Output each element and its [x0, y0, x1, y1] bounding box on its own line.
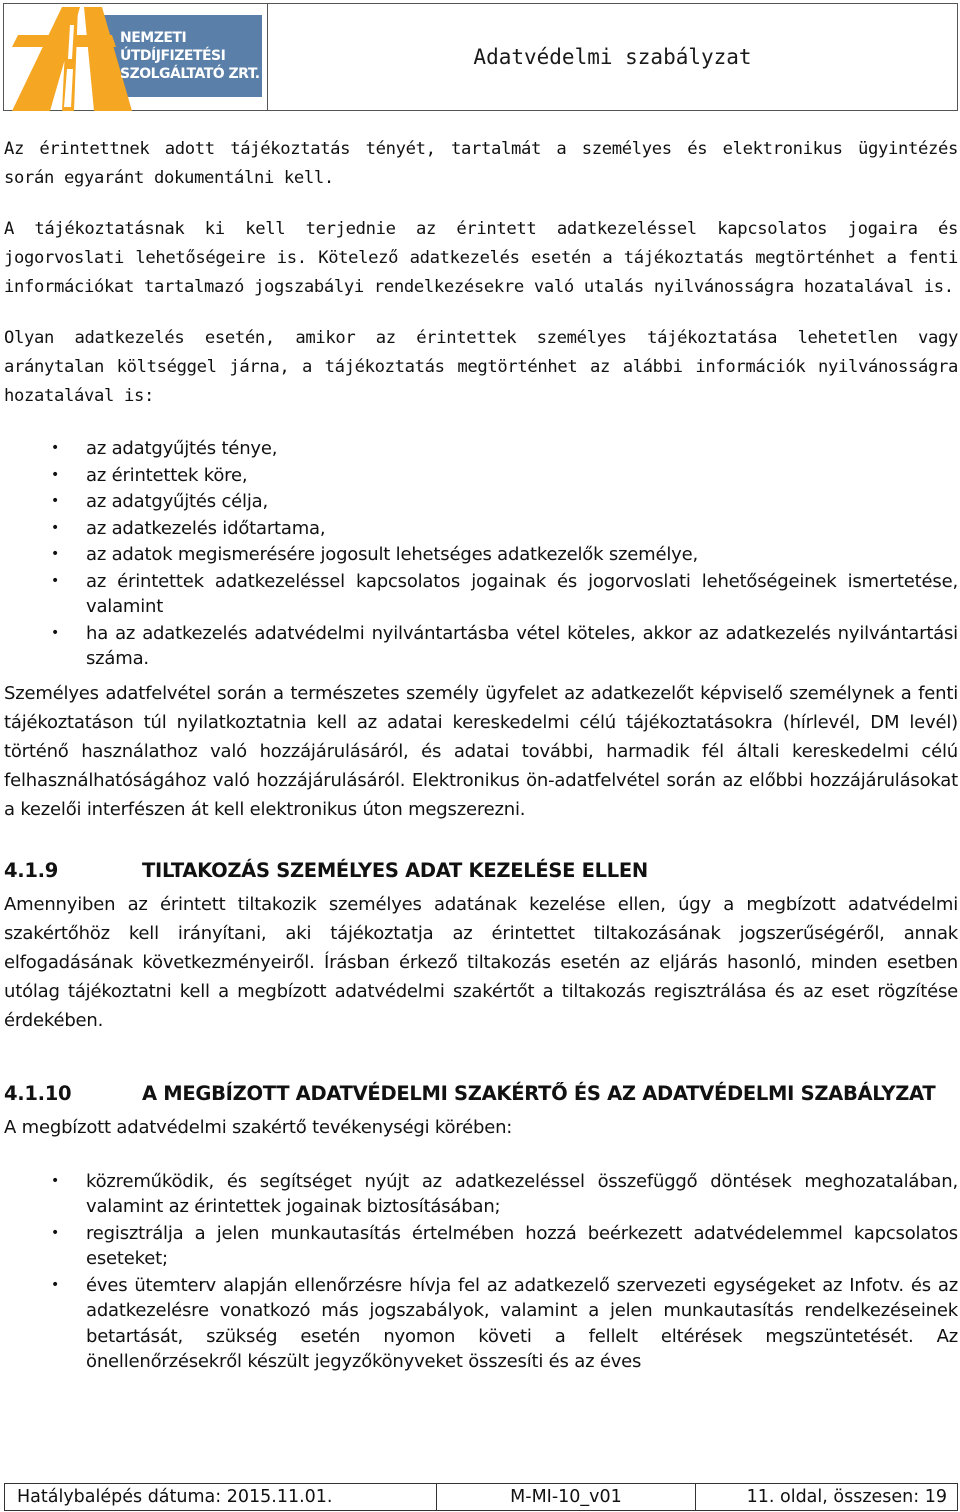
paragraph: Személyes adatfelvétel során a természetes személy ügyfelet az adatkezelőt képviselő személynek a fenti tájékoztatáson túl nyilatkoztatnia kell az adatai kereskedelmi célú tájékoztatásokra (hírlevél, DM levél) történő használathoz való hozzájárulásáról, és adatai további, harmadik fél általi kereskedelmi célú felhasználhatóságához való hozzájárulásáról. Elektronikus ön-adatfelvétel során az előbbi hozzájárulásokat a kezelői interfészen át kell elektronikus úton megszerezni. [4, 682, 958, 820]
list-item: • az adatgyűjtés ténye, [86, 436, 958, 462]
paragraph: Amennyiben az érintett tiltakozik személyes adatának kezelése ellen, úgy a megbízott adatvédelmi szakértőhöz kell irányítani, aki tájékoztatja az érintettet tiltakozásának jogszerűségéről, annak elfogadásának következményeiről. Írásban érkező tiltakozás esetén az eljárás hasonló, minden esetben utólag tájékoztatni kell a megbízott adatvédelmi szakértőt a tiltakozás regisztrálása és az eset rögzítése érdekében. [4, 893, 958, 1031]
paragraph: A megbízott adatvédelmi szakértő tevékenységi körében: [4, 1116, 513, 1138]
bullet-list [4, 436, 958, 672]
header-title-cell [268, 4, 957, 110]
list-item: • az adatkezelés időtartama, [86, 516, 958, 542]
paragraph: Olyan adatkezelés esetén, amikor az érintettek személyes tájékoztatása lehetetlen vagy aránytalan költséggel járna, a tájékoztatás megtörténhet az alábbi információk nyilvánosságra hozatalával is: [4, 328, 958, 406]
paragraph: Az érintettnek adott tájékoztatás tényét, tartalmát a személyes és elektronikus ügyintézés során egyaránt dokumentálni kell. [4, 139, 958, 188]
document-title: Adatvédelmi szabályzat [473, 45, 752, 69]
logo-text: NEMZETI ÚTDÍJFIZETÉSI SZOLGÁLTATÓ ZRT. [120, 30, 260, 82]
paragraph: A tájékoztatásnak ki kell terjednie az érintett adatkezeléssel kapcsolatos jogaira és jogorvoslati lehetőségeire is. Kötelező adatkezelés esetén a tájékoztatás megtörténhet a fenti információkat tartalmazó jogszabályi rendelkezésekre való utalás nyilvánosságra hozatalával is. [4, 219, 958, 297]
list-item: • az adatgyűjtés célja, [86, 489, 958, 515]
list-item: • regisztrálja a jelen munkautasítás értelmében hozzá beérkezett adatvédelemmel kapcsolatos eseteket; [86, 1221, 958, 1272]
list-item: • közreműködik, és segítséget nyújt az adatkezeléssel összefüggő döntések meghozatalában, valamint az érintettek jogainak biztosításában; [86, 1169, 958, 1220]
logo-cell [4, 4, 268, 110]
list-item: • ha az adatkezelés adatvédelmi nyilvántartásba vétel köteles, akkor az adatkezelés nyilvántartási száma. [86, 621, 958, 672]
page-footer [4, 1483, 958, 1511]
list-item: • az érintettek köre, [86, 463, 958, 489]
page-header [3, 3, 958, 111]
section-heading [4, 1079, 958, 1109]
section-title: A MEGBÍZOTT ADATVÉDELMI SZAKÉRTŐ ÉS AZ ADATVÉDELMI SZABÁLYZAT [142, 1081, 936, 1105]
list-item: • éves ütemterv alapján ellenőrzésre hívja fel az adatkezelő szervezeti egységeket az Infotv. és az adatkezelésre vonatkozó más jogszabályok, valamint a jelen munkautasítás rendelkezéseinek betartását, szükség esetén nyomon követi a fellelt eltérések megszüntetését. Az önellenőrzésekről készült jegyzőkönyveket összesíti és az éves [86, 1273, 958, 1375]
document-code: M-MI-10_v01 [437, 1484, 696, 1510]
bullet-list [4, 1169, 958, 1375]
section-number: 4.1.9 [4, 858, 59, 882]
section-heading [4, 856, 958, 886]
list-item: • az adatok megismerésére jogosult lehetséges adatkezelők személye, [86, 542, 958, 568]
section-title: TILTAKOZÁS SZEMÉLYES ADAT KEZELÉSE ELLEN [142, 858, 648, 882]
page-info: 11. oldal, összesen: 19 [746, 1487, 947, 1507]
list-item: • az érintettek adatkezeléssel kapcsolatos jogainak és jogorvoslati lehetőségeinek ismertetése, valamint [86, 569, 958, 620]
effective-date: Hatálybalépés dátuma: 2015.11.01. [5, 1484, 437, 1510]
document-body [4, 135, 958, 1376]
section-number: 4.1.10 [4, 1081, 72, 1105]
